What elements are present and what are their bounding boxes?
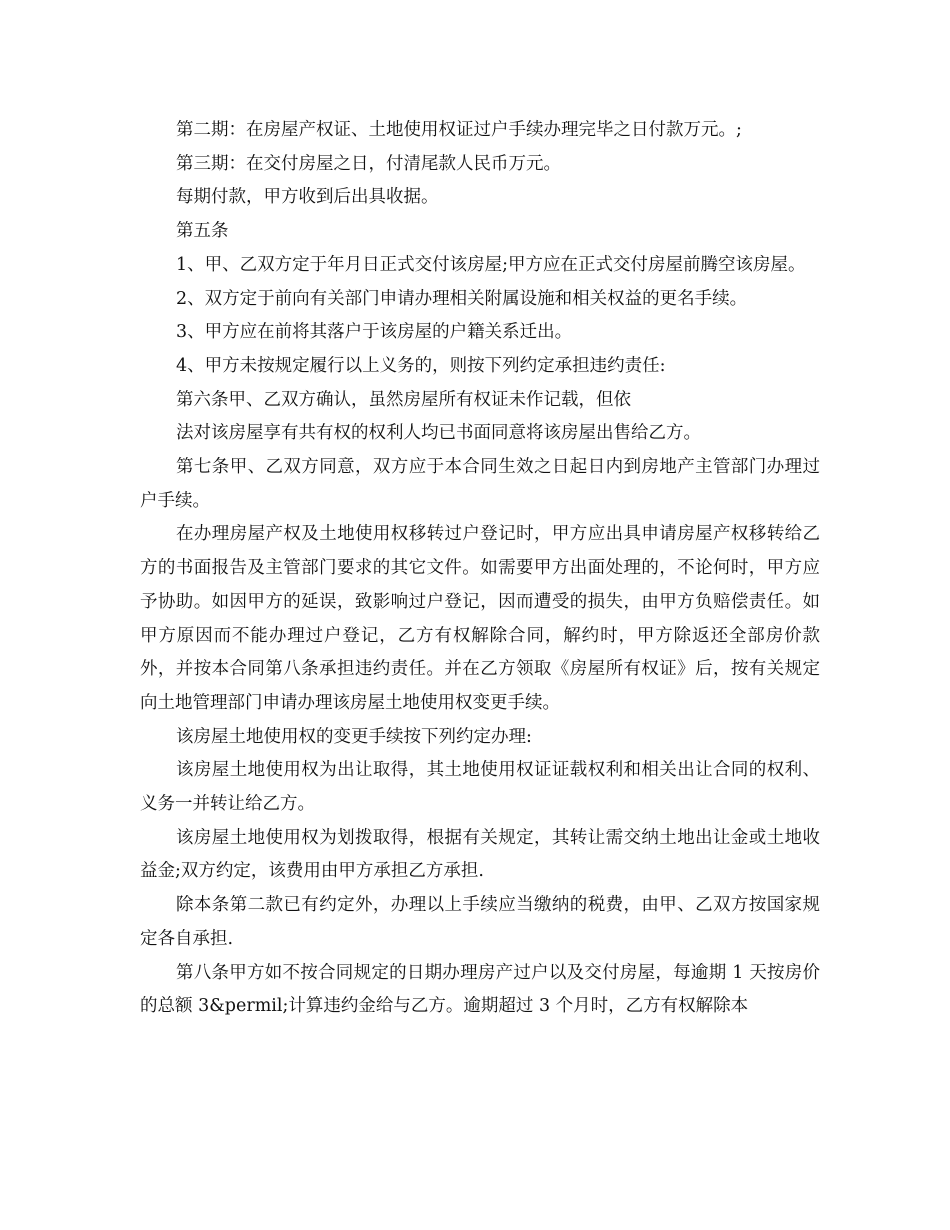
article-5-item-4: 4、甲方未按规定履行以上义务的，则按下列约定承担违约责任: — [176, 355, 666, 376]
article-6-line-1: 第六条甲、乙双方确认，虽然房屋所有权证未作记载，但依 — [176, 389, 631, 410]
article-5-heading: 第五条 — [176, 221, 229, 242]
paragraph-taxes: 除本条第二款已有约定外，办理以上手续应当缴纳的税费，由甲、乙双方按国家规定各自承担. — [140, 895, 820, 949]
paragraph-installment-3: 第三期：在交付房屋之日，付清尾款人民币万元。 — [176, 153, 561, 174]
article-5-item-3: 3、甲方应在前将其落户于该房屋的户籍关系迁出。 — [176, 322, 573, 343]
paragraph-land-grant: 该房屋土地使用权为出让取得，其土地使用权证证载权利和相关出让合同的权利、义务一并转让给乙方。 — [140, 760, 820, 815]
article-8: 第八条甲方如不按合同规定的日期办理房产过户以及交付房屋，每逾期 1 天按房价的总额 3&permil;计算违约金给与乙方。逾期超过 3 个月时，乙方有权解除本 — [140, 962, 820, 1017]
contract-text-body — [140, 114, 820, 1024]
article-5-item-1: 1、甲、乙双方定于年月日正式交付该房屋;甲方应在正式交付房屋前腾空该房屋。 — [176, 254, 806, 275]
paragraph-installment-2: 第二期：在房屋产权证、土地使用权证过户手续办理完毕之日付款万元。; — [176, 120, 742, 140]
paragraph-transfer-registration: 在办理房屋产权及土地使用权移转过户登记时，甲方应出具申请房屋产权移转给乙方的书面报告及主管部门要求的其它文件。如需要甲方出面处理的，不论何时，甲方应予协助。如因甲方的延误，致影响过户登记，因而遭受的损失，由甲方负赔偿责任。如甲方原因而不能办理过户登记，乙方有权解除合同，解约时，甲方除返还全部房价款外，并按本合同第八条承担违约责任。并在乙方领取《房屋所有权证》后，按有关规定向土地管理部门申请办理该房屋土地使用权变更手续。 — [140, 524, 820, 713]
paragraph-receipt: 每期付款，甲方收到后出具收据。 — [176, 187, 439, 208]
article-6-line-2: 法对该房屋享有共有权的权利人均已书面同意将该房屋出售给乙方。 — [176, 423, 701, 444]
paragraph-land-use-procedure: 该房屋土地使用权的变更手续按下列约定办理: — [176, 726, 532, 747]
article-7: 第七条甲、乙双方同意，双方应于本合同生效之日起日内到房地产主管部门办理过户手续。 — [140, 457, 820, 511]
article-5-item-2: 2、双方定于前向有关部门申请办理相关附属设施和相关权益的更名手续。 — [176, 288, 748, 309]
paragraph-land-allocation: 该房屋土地使用权为划拨取得，根据有关规定，其转让需交纳土地出让金或土地收益金;双方约定，该费用由甲方承担乙方承担. — [140, 827, 820, 882]
